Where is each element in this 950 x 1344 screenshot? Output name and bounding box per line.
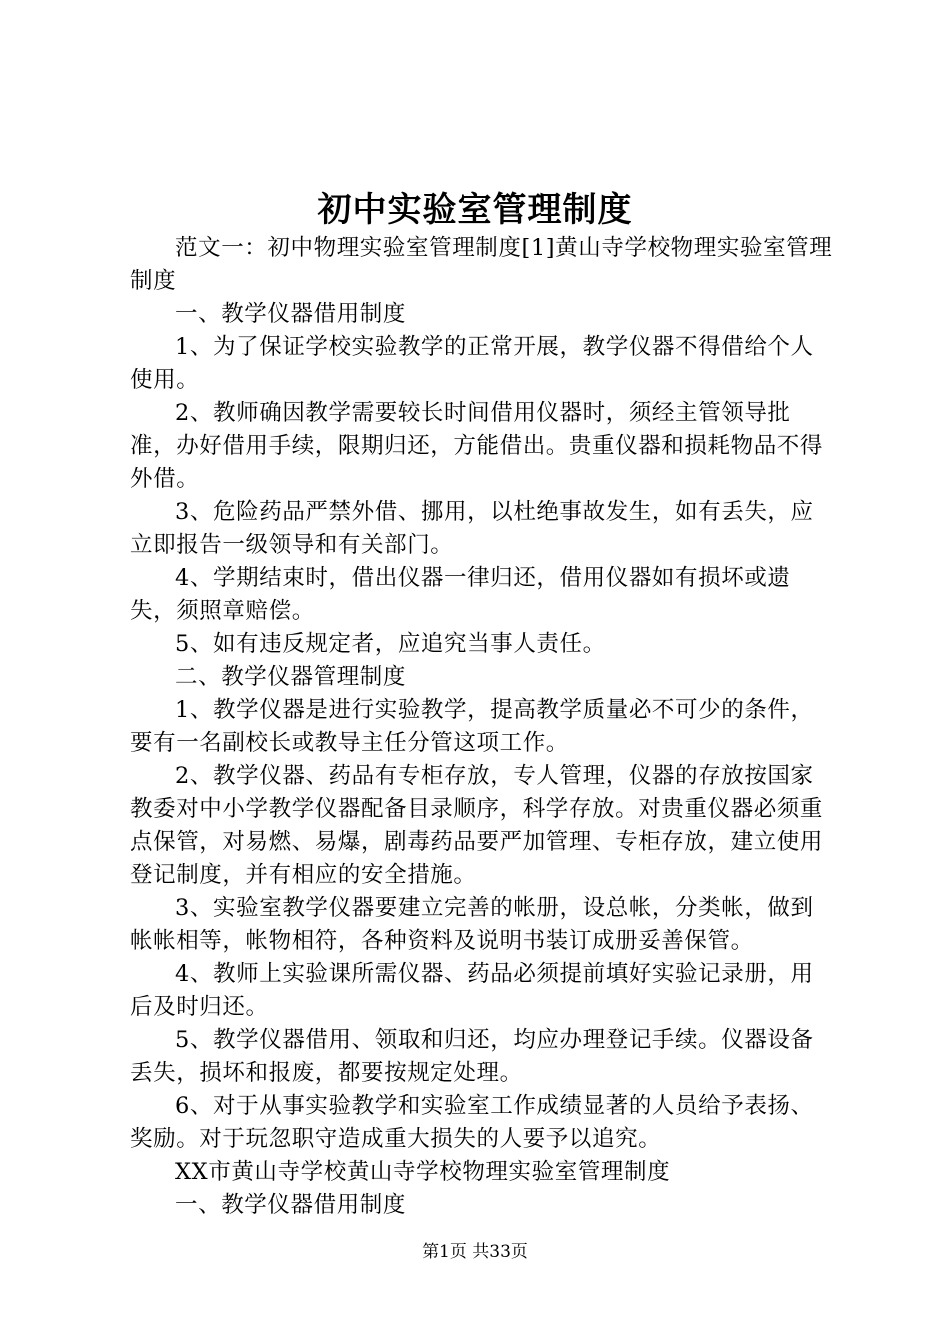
paragraph-school-title: XX市黄山寺学校黄山寺学校物理实验室管理制度 (175, 1159, 671, 1185)
section-heading-borrowing-repeat: 一、教学仪器借用制度 (175, 1192, 407, 1218)
paragraph: 3、实验室教学仪器要建立完善的帐册，设总帐，分类帐，做到帐帐相等，帐物相符，各种资料及说明书装订成册妥善保管。 (130, 895, 814, 954)
page-footer: 第1页 共33页 (422, 1242, 528, 1262)
paragraph: 5、如有违反规定者，应追究当事人责任。 (175, 631, 606, 657)
paragraph: 2、教师确因教学需要较长时间借用仪器时，须经主管领导批准，办好借用手续，限期归还，方能借出。贵重仪器和损耗物品不得外借。 (130, 400, 824, 492)
paragraph: 6、对于从事实验教学和实验室工作成绩显著的人员给予表扬、奖励。对于玩忽职守造成重大损失的人要予以追究。 (130, 1093, 814, 1152)
paragraph: 2、教学仪器、药品有专柜存放，专人管理，仪器的存放按国家教委对中小学教学仪器配备目录顺序，科学存放。对贵重仪器必须重点保管，对易燃、易爆，剧毒药品要严加管理、专柜存放，建立使用登记制度，并有相应的安全措施。 (130, 763, 824, 888)
document-body (130, 232, 835, 1222)
paragraph: 1、教学仪器是进行实验教学，提高教学质量必不可少的条件，要有一名副校长或教导主任分管这项工作。 (130, 697, 814, 756)
paragraph: 4、教师上实验课所需仪器、药品必须提前填好实验记录册，用后及时归还。 (130, 961, 814, 1020)
paragraph: 3、危险药品严禁外借、挪用，以杜绝事故发生，如有丢失，应立即报告一级领导和有关部门。 (130, 499, 814, 558)
document-title: 初中实验室管理制度 (317, 190, 633, 230)
paragraph: 4、学期结束时，借出仪器一律归还，借用仪器如有损坏或遗失，须照章赔偿。 (130, 565, 791, 624)
paragraph: 5、教学仪器借用、领取和归还，均应办理登记手续。仪器设备丢失，损坏和报废，都要按规定处理。 (130, 1027, 814, 1086)
paragraph: 1、为了保证学校实验教学的正常开展，教学仪器不得借给个人使用。 (130, 334, 814, 393)
section-heading-borrowing: 一、教学仪器借用制度 (175, 301, 407, 327)
paragraph-intro: 范文一：初中物理实验室管理制度[1]黄山寺学校物理实验室管理制度 (130, 235, 833, 294)
section-heading-management: 二、教学仪器管理制度 (175, 664, 407, 690)
